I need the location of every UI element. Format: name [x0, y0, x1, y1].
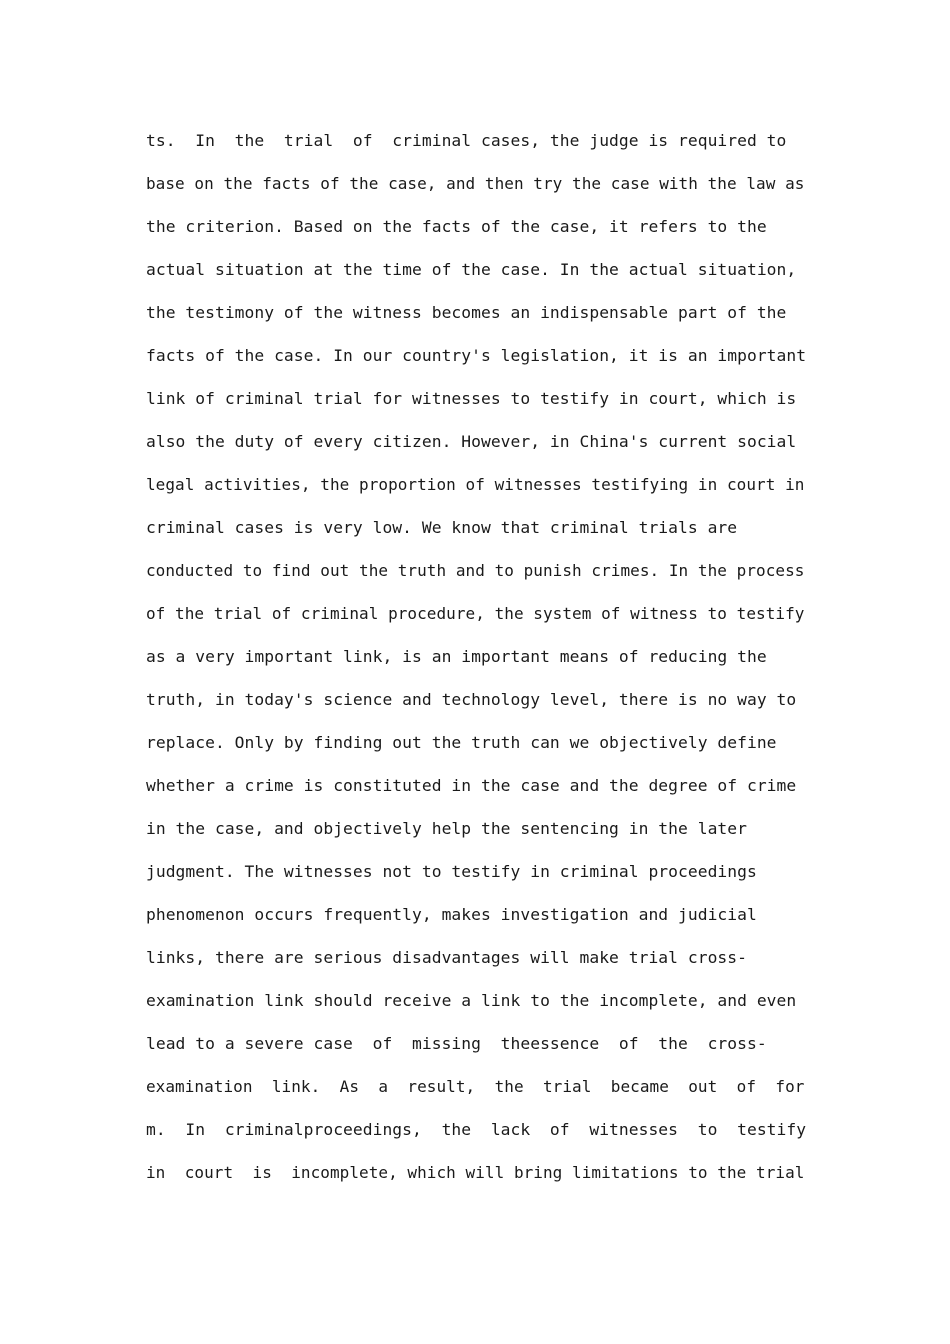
text-line-1: ts. In the trial of criminal cases, the judge is required to [146, 131, 787, 150]
text-line-15: replace. Only by finding out the truth can we objectively define [146, 733, 777, 752]
text-line-20: links, there are serious disadvantages will make trial cross- [146, 948, 747, 967]
text-line-19: phenomenon occurs frequently, makes investigation and judicial [146, 905, 757, 924]
text-line-18: judgment. The witnesses not to testify in criminal proceedings [146, 862, 757, 881]
text-line-17: in the case, and objectively help the sentencing in the later [146, 819, 747, 838]
text-line-13: as a very important link, is an important means of reducing the [146, 647, 767, 666]
text-line-16: whether a crime is constituted in the case and the degree of crime [146, 776, 797, 795]
text-line-24: m. In criminalproceedings, the lack of witnesses to testify [146, 1120, 807, 1139]
text-line-25: in court is incomplete, which will bring limitations to the trial [146, 1163, 805, 1182]
text-line-22: lead to a severe case of missing theessence of the cross- [146, 1034, 767, 1053]
text-line-23: examination link. As a result, the trial became out of for [146, 1077, 805, 1096]
text-line-8: also the duty of every citizen. However, in China's current social [146, 432, 797, 451]
text-line-7: link of criminal trial for witnesses to testify in court, which is [146, 389, 797, 408]
text-line-3: the criterion. Based on the facts of the case, it refers to the [146, 217, 767, 236]
text-line-5: the testimony of the witness becomes an indispensable part of the [146, 303, 787, 322]
text-line-6: facts of the case. In our country's legislation, it is an important [146, 346, 807, 365]
text-line-4: actual situation at the time of the case. In the actual situation, [146, 260, 797, 279]
text-line-21: examination link should receive a link to the incomplete, and even [146, 991, 797, 1010]
text-line-12: of the trial of criminal procedure, the system of witness to testify [146, 604, 805, 623]
text-line-2: base on the facts of the case, and then try the case with the law as [146, 174, 805, 193]
text-line-14: truth, in today's science and technology level, there is no way to [146, 690, 797, 709]
text-line-11: conducted to find out the truth and to punish crimes. In the process [146, 561, 805, 580]
body-text [146, 119, 806, 1194]
text-line-9: legal activities, the proportion of witnesses testifying in court in [146, 475, 805, 494]
text-line-10: criminal cases is very low. We know that criminal trials are [146, 518, 738, 537]
